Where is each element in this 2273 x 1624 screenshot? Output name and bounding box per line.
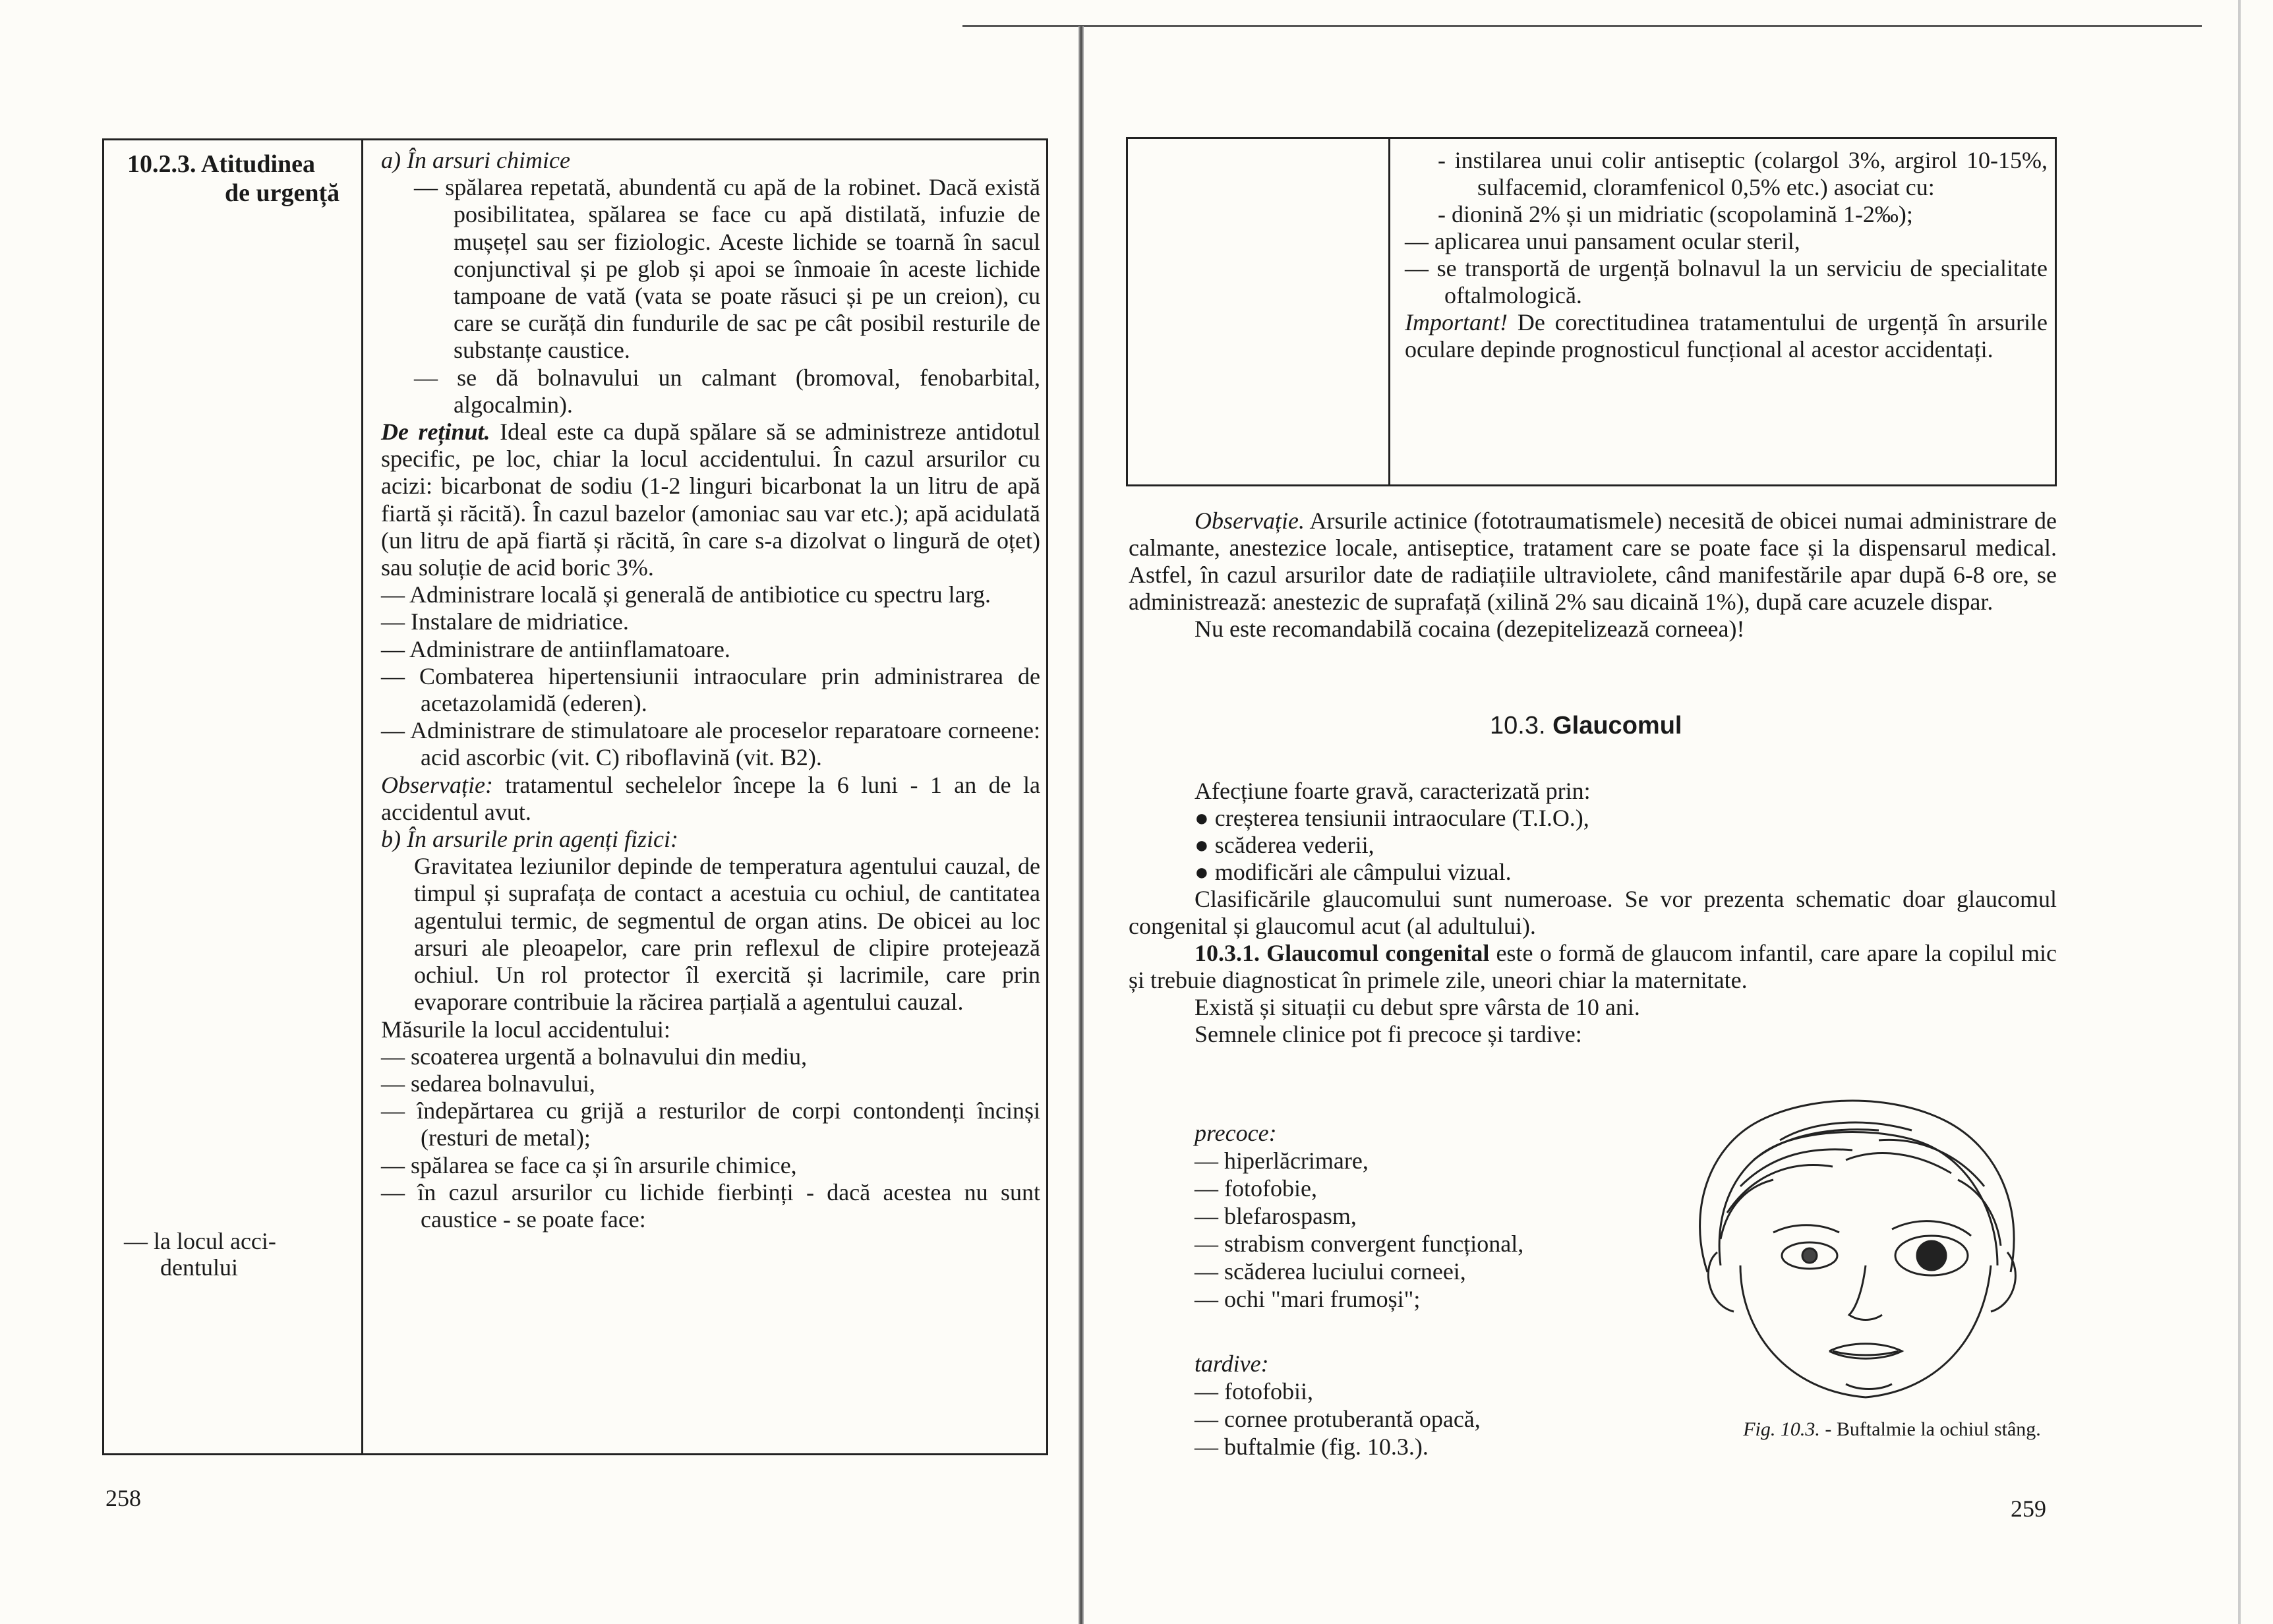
child-face-illustration [1681, 1081, 2050, 1437]
right-table-text [1405, 147, 2048, 363]
list-label: precoce: [1195, 1120, 1277, 1146]
column-divider [361, 140, 363, 1453]
list-item: — strabism convergent funcțional, [1195, 1231, 1524, 1257]
list-label: tardive: [1195, 1350, 1269, 1377]
list-item: — cornee protuberantă opacă, [1195, 1406, 1481, 1432]
column-divider [1388, 139, 1390, 484]
paragraph: — Administrare de stimulatoare ale proceselor reparatoare corneene: acid ascorbic (vit. C) riboflavină (vit. B2). [381, 717, 1040, 771]
glaucoma-text [1129, 778, 2057, 1048]
tardive-list [1195, 1350, 1722, 1461]
paragraph: — scoaterea urgentă a bolnavului din mediu, [381, 1043, 808, 1070]
figure-caption: Fig. 10.3. - Buftalmie la ochiul stâng. [1743, 1418, 2041, 1440]
paragraph: — spălarea repetată, abundentă cu apă de la robinet. Dacă există posibilitatea, spălarea se face cu apă distilată, infuzie de mușețel sau ser fiziologic. Aceste lichide se toarnă în sacul conjunctival și pe glob și apoi se înmoaie în aceste lichide tampoane de vată (vata se poate răsuci și pe un creion), cu care se curăță din fundurile de sac pe cât posibil resturile de substanțe caustice. [414, 174, 1040, 364]
paragraph: Afecțiune foarte gravă, caracterizată prin: [1195, 778, 1591, 804]
paragraph: — aplicarea unui pansament ocular steril, [1405, 228, 1800, 254]
left-body-text [381, 147, 1040, 1233]
section-title: 10.3. Glaucomul [1490, 712, 1682, 740]
list-item: — hiperlăcrimare, [1195, 1147, 1369, 1174]
paragraph: Important! De corectitudinea tratamentului de urgență în arsurile oculare depinde prognosticul funcțional al acestor accidentați. [1405, 309, 2048, 362]
paragraph: - instilarea unui colir antiseptic (colargol 3%, argirol 10-15%, sulfacemid, cloramfenicol 0,5% etc.) asociat cu: [1438, 147, 2048, 200]
list-item: — blefarospasm, [1195, 1203, 1357, 1229]
paragraph: — Administrare locală și generală de antibiotice cu spectru larg. [381, 581, 991, 608]
paragraph: a) În arsuri chimice [381, 147, 570, 173]
list-item: — ochi "mari frumoși"; [1195, 1286, 1421, 1312]
right-table [1126, 137, 2057, 486]
list-item: ● scăderea vederii, [1195, 832, 1374, 858]
list-item: — buftalmie (fig. 10.3.). [1195, 1434, 1429, 1460]
paragraph: De reținut. Ideal este ca după spălare să se administreze antidotul specific, pe loc, chiar la locul accidentului. În cazul arsurilor cu acizi: bicarbonat de sodiu (1-2 linguri bicarbonat la un litru de apă fiartă și răcită). În cazul bazelor (amoniac sau var etc.); apă acidulată (un litru de apă fiartă și răcită, în care s-a dizolvat o lingură de oțet) sau soluție de acid boric 3%. [381, 419, 1040, 581]
list-item: — scăderea luciului corneei, [1195, 1258, 1466, 1285]
paragraph: — se transportă de urgență bolnavul la un serviciu de specialitate oftalmologică. [1405, 255, 2048, 308]
paragraph: b) În arsurile prin agenți fizici: [381, 826, 678, 853]
paragraph: — sedarea bolnavului, [381, 1070, 595, 1097]
observation-block [1129, 508, 2057, 643]
paragraph: Semnele clinice pot fi precoce și tardive: [1195, 1021, 1582, 1047]
paragraph: — Combaterea hipertensiunii intraoculare prin administrarea de acetazolamidă (ederen). [381, 662, 1040, 717]
page-number: 258 [105, 1485, 141, 1511]
paragraph: Gravitatea leziunilor depinde de temperatura agentului cauzal, de timpul și suprafața de contact a acestuia cu ochiul, de cantitatea agentului termic, de segmentul de organ atins. De obicei au loc arsuri ale pleoapelor, care prin reflexul de clipire protejează ochiul. Un rol protector îl exercită și lacrimile, care prin evaporare contribuie la răcirea parțială a agentului cauzal. [414, 853, 1040, 1016]
paragraph: — Administrare de antiinflamatoare. [381, 635, 730, 662]
paragraph: Clasificările glaucomului sunt numeroase. Se vor prezenta schematic doar glaucomul congenital și glaucomul acut (al adultului). [1129, 886, 2057, 939]
top-rule [962, 25, 2202, 27]
paragraph: — în cazul arsurilor cu lichide fierbinți - dacă acestea nu sunt caustice - se poate face: [381, 1178, 1040, 1232]
list-item: ● creșterea tensiunii intraoculare (T.I.O.), [1195, 805, 1589, 831]
book-gutter [1078, 26, 1084, 1624]
paragraph: - dionină 2% și un midriatic (scopolamină 1-2‰); [1438, 201, 1913, 227]
list-item: — fotofobie, [1195, 1175, 1317, 1202]
list-item: ● modificări ale câmpului vizual. [1195, 859, 1512, 885]
section-heading: 10.2.3. Atitudinea de urgență [127, 150, 340, 207]
precoce-list [1195, 1119, 1722, 1313]
paragraph: Observație: tratamentul sechelelor începe la 6 luni - 1 an de la accidentul avut. [381, 771, 1040, 825]
paragraph: Observație. Arsurile actinice (fototraumatismele) necesită de obicei numai administrare de calmante, anestezice locale, antiseptice, tratament care se poate face și la dispensarul medical. Astfel, în cazul arsurilor date de radiațiile ultraviolete, când manifestările apar după 6-8 ore, se administrează: anestezic de suprafață (xilină 2% sau dicaină 1%), după care acuzele dispar. [1129, 508, 2057, 615]
side-note: — la locul acci- dentului [124, 1228, 276, 1281]
paragraph: Măsurile la locul accidentului: [381, 1016, 670, 1043]
list-item: — fotofobii, [1195, 1378, 1313, 1405]
page-edge [2238, 0, 2241, 1624]
paragraph: — se dă bolnavului un calmant (bromoval, fenobarbital, algocalmin). [414, 364, 1040, 418]
paragraph: 10.3.1. Glaucomul congenital este o formă de glaucom infantil, care apare la copilul mic și trebuie diagnosticat în primele zile, uneori chiar la maternitate. [1129, 940, 2057, 993]
paragraph: — îndepărtarea cu grijă a resturilor de corpi contondenți încinși (resturi de metal); [381, 1097, 1040, 1151]
face-drawing-icon [1681, 1081, 2050, 1410]
left-table [102, 138, 1048, 1455]
paragraph: — spălarea se face ca și în arsurile chimice, [381, 1151, 797, 1178]
paragraph: Există și situații cu debut spre vârsta de 10 ani. [1195, 994, 1640, 1020]
paragraph: Nu este recomandabilă cocaina (dezepitelizează corneea)! [1195, 616, 1745, 642]
page-number: 259 [2011, 1495, 2046, 1522]
paragraph: — Instalare de midriatice. [381, 608, 629, 635]
